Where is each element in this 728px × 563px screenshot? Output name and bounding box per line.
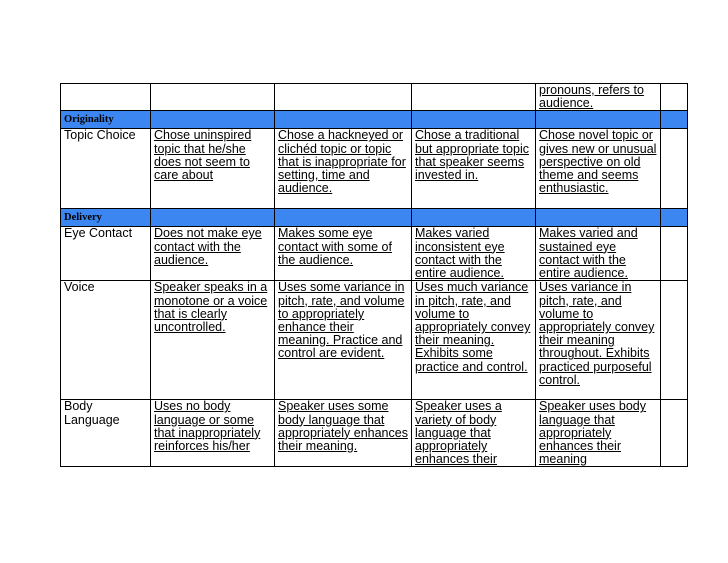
table-row-body-language	[61, 400, 688, 467]
table-cell	[536, 129, 661, 209]
table-cell	[275, 227, 412, 281]
table-cell	[536, 281, 661, 400]
table-cell	[661, 227, 688, 281]
cell-text: Makes varied and sustained eye contact with the entire audience.	[539, 226, 638, 281]
table-cell	[412, 400, 536, 467]
table-cell	[536, 84, 661, 111]
section-band-cell	[151, 209, 275, 227]
table-row-voice	[61, 281, 688, 400]
section-band-cell	[151, 111, 275, 129]
table-cell	[661, 129, 688, 209]
row-label: Eye Contact	[61, 227, 151, 281]
cell-text: Chose uninspired topic that he/she does not seem to care about	[154, 128, 252, 183]
cell-text: Speaker speaks in a monotone or a voice that is clearly uncontrolled.	[154, 280, 268, 335]
table-cell	[412, 129, 536, 209]
cell-text: Chose a hackneyed or clichéd topic or topic that is inappropriate for setting, time and audience.	[278, 128, 406, 196]
section-band-cell	[275, 209, 412, 227]
rubric-table	[60, 83, 688, 467]
cell-text: Speaker uses some body language that appropriately enhances their meaning.	[278, 399, 408, 454]
table-cell	[661, 281, 688, 400]
section-band-cell	[412, 111, 536, 129]
section-band-cell	[661, 111, 688, 129]
table-cell	[151, 129, 275, 209]
table-cell	[151, 281, 275, 400]
section-header-originality	[61, 111, 688, 129]
cell-text: Chose a traditional but appropriate topic that speaker seems invested in.	[415, 128, 529, 183]
cell-text: pronouns, refers to audience.	[539, 83, 644, 111]
table-row-topic-choice	[61, 129, 688, 209]
table-row-continued	[61, 84, 688, 111]
section-band-cell	[275, 111, 412, 129]
section-band-cell	[536, 209, 661, 227]
cell-text: Uses some variance in pitch, rate, and volume to appropriately enhance their meaning. Practice and control are evident.	[278, 280, 405, 361]
table-cell	[661, 400, 688, 467]
row-label: Body Language	[61, 400, 151, 467]
table-cell	[275, 84, 412, 111]
table-cell	[275, 400, 412, 467]
section-label: Originality	[61, 111, 151, 129]
table-cell	[536, 400, 661, 467]
cell-text: Speaker uses body language that appropriately enhances their meaning	[539, 399, 647, 467]
table-cell	[412, 84, 536, 111]
table-cell	[151, 400, 275, 467]
section-band-cell	[661, 209, 688, 227]
table-cell	[275, 129, 412, 209]
row-label: Topic Choice	[61, 129, 151, 209]
cell-text: Uses variance in pitch, rate, and volume to appropriately convey their meaning throughout. Exhibits practiced purposeful control.	[539, 280, 655, 387]
table-cell	[412, 281, 536, 400]
row-label: Voice	[61, 281, 151, 400]
cell-text: Makes some eye contact with some of the audience.	[278, 226, 392, 267]
table-cell	[412, 227, 536, 281]
cell-text: Chose novel topic or gives new or unusual perspective on old theme and seems enthusiastic.	[539, 128, 657, 196]
section-band-cell	[536, 111, 661, 129]
table-row-eye-contact	[61, 227, 688, 281]
table-cell	[151, 84, 275, 111]
table-cell	[536, 227, 661, 281]
cell-text: Speaker uses a variety of body language that appropriately enhances their	[415, 399, 502, 467]
cell-text: Uses much variance in pitch, rate, and volume to appropriately convey their meaning. Exhibits some practice and control.	[415, 280, 531, 374]
cell-text: Makes varied inconsistent eye contact with the entire audience.	[415, 226, 505, 281]
table-cell	[151, 227, 275, 281]
cell-text: Uses no body language or some that inappropriately reinforces his/her	[154, 399, 261, 454]
table-cell	[661, 84, 688, 111]
section-band-cell	[412, 209, 536, 227]
table-cell	[275, 281, 412, 400]
section-header-delivery	[61, 209, 688, 227]
cell-text: Does not make eye contact with the audience.	[154, 226, 262, 267]
section-label: Delivery	[61, 209, 151, 227]
table-cell	[61, 84, 151, 111]
